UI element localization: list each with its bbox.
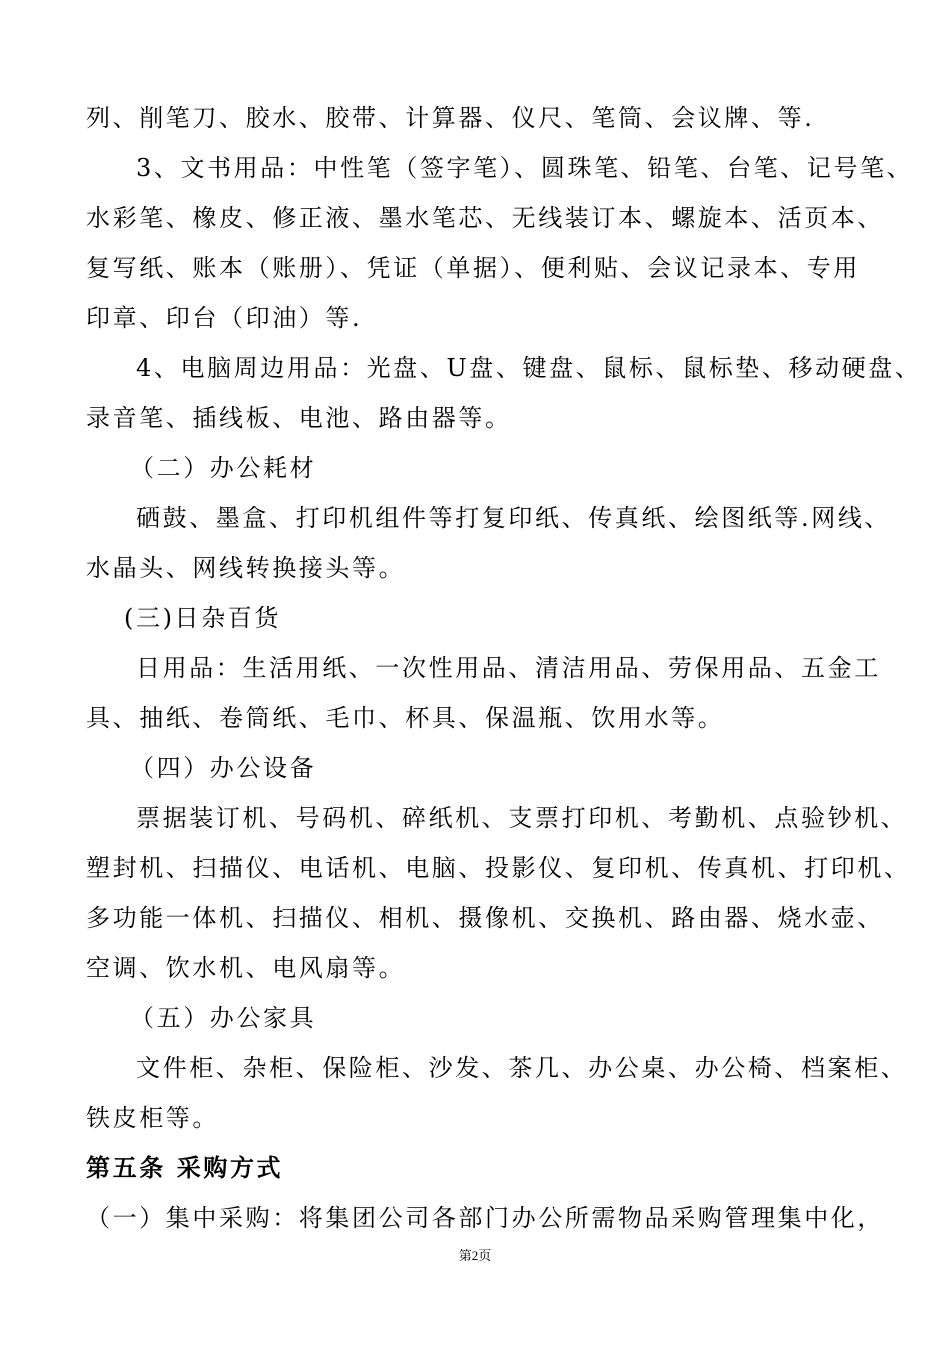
body-line: 印章、印台（印油）等. xyxy=(86,304,363,332)
body-line: 列、削笔刀、胶水、胶带、计算器、仪尺、笔筒、会议牌、等. xyxy=(86,104,815,132)
body-line: 录音笔、插线板、电池、路由器等。 xyxy=(86,404,512,432)
section-heading-consumables: （二）办公耗材 xyxy=(130,454,317,482)
section-heading-equipment: （四）办公设备 xyxy=(130,754,317,782)
body-line: 塑封机、扫描仪、电话机、电脑、投影仪、复印机、传真机、打印机、 xyxy=(86,854,911,882)
list-item-stationery: 3、文书用品：中性笔（签字笔）、圆珠笔、铅笔、台笔、记号笔、 xyxy=(136,154,914,182)
article-heading: 第五条 采购方式 xyxy=(86,1153,284,1182)
body-line: 铁皮柜等。 xyxy=(86,1104,219,1132)
body-line: 水晶头、网线转换接头等。 xyxy=(86,554,406,582)
body-line: 票据装订机、号码机、碎纸机、支票打印机、考勤机、点验钞机、 xyxy=(136,804,908,832)
body-line: （一）集中采购：将集团公司各部门办公所需物品采购管理集中化， xyxy=(86,1204,884,1232)
body-line: 具、抽纸、卷筒纸、毛巾、杯具、保温瓶、饮用水等。 xyxy=(86,704,725,732)
section-heading-daily-goods: (三)日杂百货 xyxy=(124,604,281,632)
body-line: 空调、饮水机、电风扇等。 xyxy=(86,954,406,982)
list-item-computer-peripherals: 4、电脑周边用品：光盘、U盘、键盘、鼠标、鼠标垫、移动硬盘、 xyxy=(136,354,922,382)
section-heading-furniture: （五）办公家具 xyxy=(130,1004,317,1032)
body-line: 日用品：生活用纸、一次性用品、清洁用品、劳保用品、五金工 xyxy=(136,654,881,682)
body-line: 硒鼓、墨盒、打印机组件等打复印纸、传真纸、绘图纸等.网线、 xyxy=(136,504,892,532)
body-line: 复写纸、账本（账册）、凭证（单据）、便利贴、会议记录本、专用 xyxy=(86,254,860,282)
body-line: 水彩笔、橡皮、修正液、墨水笔芯、无线装订本、螺旋本、活页本、 xyxy=(86,204,884,232)
body-line: 文件柜、杂柜、保险柜、沙发、茶几、办公桌、办公椅、档案柜、 xyxy=(136,1054,908,1082)
page-number: 第2页 xyxy=(458,1248,492,1263)
body-line: 多功能一体机、扫描仪、相机、摄像机、交换机、路由器、烧水壶、 xyxy=(86,904,884,932)
